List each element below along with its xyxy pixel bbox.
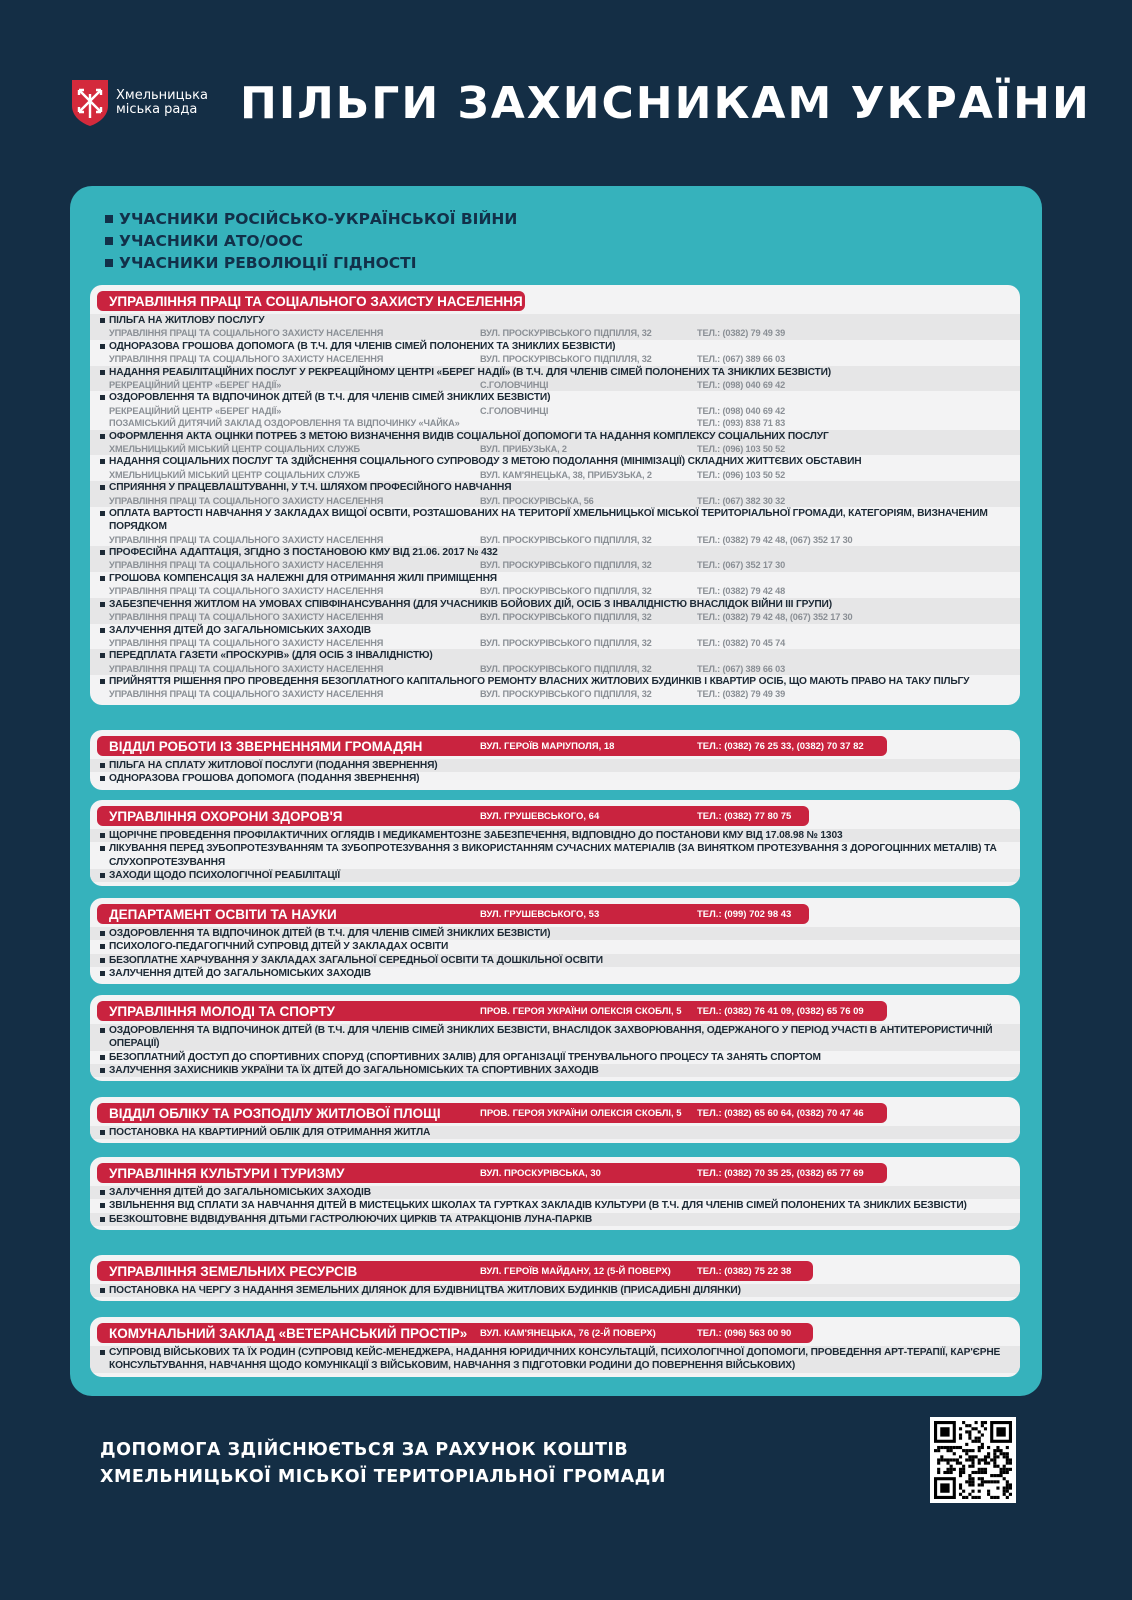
contact-phone: ТЕЛ.: (096) 103 50 52	[697, 469, 786, 480]
benefit-text: НАДАННЯ РЕАБІЛІТАЦІЙНИХ ПОСЛУГ У РЕКРЕАЦІЙНОМУ ЦЕНТРІ «БЕРЕГ НАДІЇ» (В Т.Ч. ДЛЯ ЧЛЕНІВ СІМЕЙ ПОЛОНЕНИХ ТА ЗНИКЛИХ БЕЗВІСТИ)	[109, 366, 832, 378]
contact-phone: ТЕЛ.: (067) 389 66 03	[697, 354, 786, 365]
bullet-icon	[100, 434, 105, 439]
contact-org: УПРАВЛІННЯ ПРАЦІ ТА СОЦІАЛЬНОГО ЗАХИСТУ НАСЕЛЕННЯ	[109, 612, 384, 623]
contact-phone: ТЕЛ.: (096) 103 50 52	[697, 443, 786, 454]
section-address: ВУЛ. ГРУШЕВСЬКОГО, 53	[480, 908, 600, 920]
bullet-icon	[100, 318, 105, 323]
page-title: ПІЛЬГИ ЗАХИСНИКАМ УКРАЇНИ	[240, 78, 1091, 129]
section-title: ВІДДІЛ РОБОТИ ІЗ ЗВЕРНЕННЯМИ ГРОМАДЯН	[109, 738, 423, 754]
contact-org: УПРАВЛІННЯ ПРАЦІ ТА СОЦІАЛЬНОГО ЗАХИСТУ НАСЕЛЕННЯ	[109, 637, 384, 648]
section-card	[90, 730, 1020, 790]
section-title: УПРАВЛІННЯ МОЛОДІ ТА СПОРТУ	[109, 1003, 335, 1019]
benefit-text: ОЗДОРОВЛЕННЯ ТА ВІДПОЧИНОК ДІТЕЙ (В Т.Ч. ДЛЯ ЧЛЕНІВ СІМЕЙ ЗНИКЛИХ БЕЗВІСТИ)	[109, 928, 551, 939]
section-phone: ТЕЛ.: (0382) 76 41 09, (0382) 65 76 09	[697, 1005, 864, 1017]
benefit-item	[90, 624, 1020, 650]
bullet-icon	[100, 653, 105, 658]
benefit-list	[90, 1284, 1020, 1297]
benefit-item	[90, 546, 1020, 572]
benefit-row	[100, 366, 1020, 379]
benefit-item	[90, 1199, 1020, 1212]
benefit-list	[90, 314, 1020, 701]
benefit-row	[100, 598, 1020, 611]
contact-org: РЕКРЕАЦІЙНИЙ ЦЕНТР «БЕРЕГ НАДІЇ»	[109, 405, 282, 416]
section-header	[97, 904, 809, 924]
benefit-row	[100, 649, 1020, 662]
section-phone: ТЕЛ.: (096) 563 00 90	[697, 1327, 792, 1339]
benefit-list	[90, 759, 1020, 786]
section-card	[90, 1317, 1020, 1377]
benefit-contact	[100, 611, 1020, 624]
category-list	[105, 208, 517, 274]
benefit-text: ЗАЛУЧЕННЯ ДІТЕЙ ДО ЗАГАЛЬНОМІСЬКИХ ЗАХОДІВ	[109, 967, 371, 979]
benefit-contact	[100, 637, 1020, 650]
logo-line-1: Хмельницька	[116, 88, 208, 103]
benefit-row	[100, 1186, 1020, 1199]
section-phone: ТЕЛ.: (099) 702 98 43	[697, 908, 792, 920]
benefit-row	[100, 314, 1020, 327]
section-title: УПРАВЛІННЯ ОХОРОНИ ЗДОРОВ'Я	[109, 808, 343, 824]
contact-phone: ТЕЛ.: (098) 040 69 42	[697, 405, 786, 416]
benefit-item	[90, 927, 1020, 940]
benefit-row	[100, 455, 1020, 468]
benefit-text: ОПЛАТА ВАРТОСТІ НАВЧАННЯ У ЗАКЛАДАХ ВИЩОЇ ОСВІТИ, РОЗТАШОВАНИХ НА ТЕРИТОРІЇ ХМЕЛЬНИЦЬКОЇ МІСЬКОЇ ТЕРИТОРІАЛЬНОЇ ГРОМАДИ, КАТЕГОРІЯМ, ВИЗНАЧЕНИМ ПОРЯДКОМ	[109, 508, 988, 533]
funding-note	[100, 1437, 666, 1491]
benefit-text: ПІЛЬГА НА СПЛАТУ ЖИТЛОВОЇ ПОСЛУГИ (ПОДАННЯ ЗВЕРНЕННЯ)	[109, 760, 438, 771]
benefit-text: ЗАЛУЧЕННЯ ДІТЕЙ ДО ЗАГАЛЬНОМІСЬКИХ ЗАХОДІВ	[109, 624, 371, 636]
section-card	[90, 1157, 1020, 1230]
benefit-row	[100, 572, 1020, 585]
bullet-icon	[100, 958, 105, 963]
benefit-row	[100, 829, 1020, 842]
contact-org: УПРАВЛІННЯ ПРАЦІ ТА СОЦІАЛЬНОГО ЗАХИСТУ НАСЕЛЕННЯ	[109, 534, 384, 545]
section-card	[90, 898, 1020, 984]
benefit-text: ПРИЙНЯТТЯ РІШЕННЯ ПРО ПРОВЕДЕННЯ БЕЗОПЛАТНОГО КАПІТАЛЬНОГО РЕМОНТУ ВЛАСНИХ ЖИТЛОВИХ БУДИНКІВ І КВАРТИР ОСІБ, ЩО МАЮТЬ ПРАВО НА ТАКУ ПІЛЬГУ	[109, 676, 970, 688]
coat-of-arms-icon	[70, 78, 110, 128]
benefit-row	[100, 759, 1020, 772]
section-header	[97, 1001, 887, 1021]
benefit-item	[90, 954, 1020, 967]
benefit-contact	[100, 405, 1020, 418]
benefit-item	[90, 1284, 1020, 1297]
benefit-text: ПРОФЕСІЙНА АДАПТАЦІЯ, ЗГІДНО З ПОСТАНОВОЮ КМУ ВІД 21.06. 2017 № 432	[109, 547, 498, 559]
contact-org: УПРАВЛІННЯ ПРАЦІ ТА СОЦІАЛЬНОГО ЗАХИСТУ НАСЕЛЕННЯ	[109, 560, 384, 571]
benefit-row	[100, 842, 1020, 869]
contact-org: УПРАВЛІННЯ ПРАЦІ ТА СОЦІАЛЬНОГО ЗАХИСТУ НАСЕЛЕННЯ	[109, 354, 384, 365]
benefit-contact	[100, 585, 1020, 598]
benefit-row	[100, 1024, 1020, 1051]
section-title: УПРАВЛІННЯ ЗЕМЕЛЬНИХ РЕСУРСІВ	[109, 1263, 358, 1279]
benefit-row	[100, 340, 1020, 353]
benefit-item	[90, 366, 1020, 392]
bullet-icon	[100, 1203, 105, 1208]
benefit-contact	[100, 495, 1020, 508]
benefit-text: ОФОРМЛЕННЯ АКТА ОЦІНКИ ПОТРЕБ З МЕТОЮ ВИЗНАЧЕННЯ ВИДІВ СОЦІАЛЬНОЇ ДОПОМОГИ ТА НАДАННЯ КОМПЛЕКСУ СОЦІАЛЬНИХ ПОСЛУГ	[109, 430, 829, 442]
section-address: ВУЛ. ГЕРОЇВ МАРІУПОЛЯ, 18	[480, 740, 615, 752]
bullet-icon	[100, 931, 105, 936]
contact-org: УПРАВЛІННЯ ПРАЦІ ТА СОЦІАЛЬНОГО ЗАХИСТУ НАСЕЛЕННЯ	[109, 328, 384, 339]
contact-phone: ТЕЛ.: (0382) 79 49 39	[697, 689, 786, 700]
benefit-text: ОЗДОРОВЛЕННЯ ТА ВІДПОЧИНОК ДІТЕЙ (В Т.Ч. ДЛЯ ЧЛЕНІВ СІМЕЙ ЗНИКЛИХ БЕЗВІСТИ, ВНАСЛІДОК ЗАХВОРЮВАННЯ, ОДЕРЖАНОГО У ПЕРІОД УЧАСТІ В АНТИТЕРОРИСТИЧНІЙ ОПЕРАЦІЇ)	[109, 1025, 993, 1050]
benefit-row	[100, 1284, 1020, 1297]
benefit-row	[100, 1213, 1020, 1226]
benefit-text: СУПРОВІД ВІЙСЬКОВИХ ТА ЇХ РОДИН (СУПРОВІД КЕЙС-МЕНЕДЖЕРА, НАДАННЯ ЮРИДИЧНИХ КОНСУЛЬТАЦІЙ, ПСИХОЛОГІЧНОЇ ДОПОМОГИ, ПРОВЕДЕННЯ АРТ-ТЕРАПІЇ, КАР'ЄРНЕ КОНСУЛЬТУВАННЯ, НАВЧАННЯ ЩОДО КОМУНІКАЦІЇ З ВІЙСЬКОВИМ, НАВЧАННЯ З ПІДГОТОВКИ РОДИНИ ДО ПОВЕРНЕННЯ ВІЙСЬКОВИХ)	[109, 1347, 1001, 1372]
benefit-row	[100, 507, 1020, 534]
benefit-contact	[100, 443, 1020, 456]
section-phone: ТЕЛ.: (0382) 75 22 38	[697, 1265, 792, 1277]
qr-code-icon	[934, 1421, 1012, 1499]
benefit-item	[90, 829, 1020, 842]
bullet-icon	[100, 1350, 105, 1355]
benefit-contact	[100, 353, 1020, 366]
contact-address: ВУЛ. ПРОСКУРІВСЬКОГО ПІДПІЛЛЯ, 32	[480, 689, 652, 700]
section-address: ПРОВ. ГЕРОЯ УКРАЇНИ ОЛЕКСІЯ СКОБЛІ, 5	[480, 1107, 682, 1119]
section-header	[97, 736, 887, 756]
section-header	[97, 1261, 813, 1281]
benefit-item	[90, 430, 1020, 456]
bullet-icon	[100, 846, 105, 851]
contact-phone: ТЕЛ.: (0382) 79 42 48	[697, 586, 786, 597]
benefit-item	[90, 869, 1020, 882]
bullet-icon	[100, 873, 105, 878]
contact-org: РЕКРЕАЦІЙНИЙ ЦЕНТР «БЕРЕГ НАДІЇ»	[109, 379, 282, 390]
benefit-list	[90, 829, 1020, 882]
benefit-contact	[100, 327, 1020, 340]
benefit-row	[100, 481, 1020, 494]
benefit-list	[90, 1186, 1020, 1226]
contact-phone: ТЕЛ.: (067) 382 30 32	[697, 495, 786, 506]
benefit-text: ЩОРІЧНЕ ПРОВЕДЕННЯ ПРОФІЛАКТИЧНИХ ОГЛЯДІВ І МЕДИКАМЕНТОЗНЕ ЗАБЕЗПЕЧЕННЯ, ВІДПОВІДНО ДО ПОСТАНОВИ КМУ ВІД 17.08.98 № 1303	[109, 830, 843, 841]
bullet-icon	[105, 215, 113, 223]
benefit-text: ГРОШОВА КОМПЕНСАЦІЯ ЗА НАЛЕЖНІ ДЛЯ ОТРИМАННЯ ЖИЛІ ПРИМІЩЕННЯ	[109, 572, 497, 584]
benefit-contact	[100, 534, 1020, 547]
section-card	[90, 995, 1020, 1081]
contact-address: С.ГОЛОВЧИНЦІ	[480, 379, 549, 390]
city-council-logo	[70, 78, 208, 128]
benefit-row	[100, 624, 1020, 637]
contact-org: УПРАВЛІННЯ ПРАЦІ ТА СОЦІАЛЬНОГО ЗАХИСТУ НАСЕЛЕННЯ	[109, 495, 384, 506]
contact-address: ВУЛ. КАМ'ЯНЕЦЬКА, 38, ПРИБУЗЬКА, 2	[480, 469, 652, 480]
contact-address: ВУЛ. ПРИБУЗЬКА, 2	[480, 443, 567, 454]
contact-phone: ТЕЛ.: (067) 389 66 03	[697, 663, 786, 674]
section-address: ВУЛ. ПРОСКУРІВСЬКА, 30	[480, 1167, 601, 1179]
bullet-icon	[100, 971, 105, 976]
benefit-text: ПЕРЕДПЛАТА ГАЗЕТИ «ПРОСКУРІВ» (ДЛЯ ОСІБ З ІНВАЛІДНІСТЮ)	[109, 650, 433, 662]
benefit-row	[100, 954, 1020, 967]
benefit-list	[90, 1024, 1020, 1077]
bullet-icon	[100, 344, 105, 349]
bullet-icon	[100, 1055, 105, 1060]
benefit-text: ЗАБЕЗПЕЧЕННЯ ЖИТЛОМ НА УМОВАХ СПІВФІНАНСУВАННЯ (ДЛЯ УЧАСНИКІВ БОЙОВИХ ДІЙ, ОСІБ З ІНВАЛІДНІСТЮ ВНАСЛІДОК ВІЙНИ ІІІ ГРУПИ)	[109, 598, 832, 610]
section-phone: ТЕЛ.: (0382) 77 80 75	[697, 810, 792, 822]
benefit-text: БЕЗКОШТОВНЕ ВІДВІДУВАННЯ ДІТЬМИ ГАСТРОЛЮЮЧИХ ЦИРКІВ ТА АТРАКЦІОНІВ ЛУНА-ПАРКІВ	[109, 1213, 593, 1225]
contact-address: ВУЛ. ПРОСКУРІВСЬКОГО ПІДПІЛЛЯ, 32	[480, 586, 652, 597]
benefit-text: БЕЗОПЛАТНИЙ ДОСТУП ДО СПОРТИВНИХ СПОРУД (СПОРТИВНИХ ЗАЛІВ) ДЛЯ ОРГАНІЗАЦІЇ ТРЕНУВАЛЬНОГО ПРОЦЕСУ ТА ЗАНЯТЬ СПОРТОМ	[109, 1051, 821, 1063]
benefit-item	[90, 455, 1020, 481]
benefit-row	[100, 546, 1020, 559]
contact-address: ВУЛ. ПРОСКУРІВСЬКОГО ПІДПІЛЛЯ, 32	[480, 663, 652, 674]
benefit-item	[90, 1346, 1020, 1373]
benefit-item	[90, 314, 1020, 340]
benefit-text: НАДАННЯ СОЦІАЛЬНИХ ПОСЛУГ ТА ЗДІЙСНЕННЯ СОЦІАЛЬНОГО СУПРОВОДУ З МЕТОЮ ПОДОЛАННЯ (МІНІМІЗАЦІЇ) СКЛАДНИХ ЖИТТЄВИХ ОБСТАВИН	[109, 456, 862, 468]
benefit-contact	[100, 417, 1020, 430]
benefit-contact	[100, 379, 1020, 392]
benefit-text: ЗАЛУЧЕННЯ ДІТЕЙ ДО ЗАГАЛЬНОМІСЬКИХ ЗАХОДІВ	[109, 1187, 371, 1198]
contact-org: УПРАВЛІННЯ ПРАЦІ ТА СОЦІАЛЬНОГО ЗАХИСТУ НАСЕЛЕННЯ	[109, 663, 384, 674]
contact-address: ВУЛ. ПРОСКУРІВСЬКОГО ПІДПІЛЛЯ, 32	[480, 328, 652, 339]
benefit-row	[100, 940, 1020, 953]
benefit-text: ПІЛЬГА НА ЖИТЛОВУ ПОСЛУГУ	[109, 315, 265, 326]
contact-phone: ТЕЛ.: (0382) 79 42 48, (067) 352 17 30	[697, 534, 853, 545]
benefit-item	[90, 675, 1020, 701]
section-card	[90, 285, 1020, 705]
benefit-item	[90, 759, 1020, 772]
logo-line-2: міська рада	[116, 102, 198, 117]
benefit-item	[90, 1051, 1020, 1064]
funding-note-line-2: ХМЕЛЬНИЦЬКОЇ МІСЬКОЇ ТЕРИТОРІАЛЬНОЇ ГРОМАДИ	[100, 1467, 666, 1487]
bullet-icon	[100, 763, 105, 768]
section-title: ДЕПАРТАМЕНТ ОСВІТИ ТА НАУКИ	[109, 906, 337, 922]
section-card	[90, 1255, 1020, 1301]
category-label: УЧАСНИКИ АТО/ООС	[119, 232, 303, 250]
section-phone: ТЕЛ.: (0382) 65 60 64, (0382) 70 47 46	[697, 1107, 864, 1119]
benefit-row	[100, 1064, 1020, 1077]
section-address: ВУЛ. ГРУШЕВСЬКОГО, 64	[480, 810, 600, 822]
benefit-contact	[100, 469, 1020, 482]
section-address: ВУЛ. ГЕРОЇВ МАЙДАНУ, 12 (5-Й ПОВЕРХ)	[480, 1265, 671, 1277]
bullet-icon	[100, 602, 105, 607]
bullet-icon	[100, 485, 105, 490]
bullet-icon	[100, 576, 105, 581]
funding-note-line-1: ДОПОМОГА ЗДІЙСНЮЄТЬСЯ ЗА РАХУНОК КОШТІВ	[100, 1440, 629, 1460]
benefit-text: БЕЗОПЛАТНЕ ХАРЧУВАННЯ У ЗАКЛАДАХ ЗАГАЛЬНОЇ СЕРЕДНЬОЇ ОСВІТИ ТА ДОШКІЛЬНОЇ ОСВІТИ	[109, 954, 603, 966]
benefit-item	[90, 842, 1020, 869]
benefit-item	[90, 649, 1020, 675]
benefit-item	[90, 1126, 1020, 1139]
benefit-list	[90, 1126, 1020, 1139]
benefit-row	[100, 1346, 1020, 1373]
contact-address	[480, 417, 697, 430]
contact-address: ВУЛ. ПРОСКУРІВСЬКОГО ПІДПІЛЛЯ, 32	[480, 534, 652, 545]
contact-address: ВУЛ. ПРОСКУРІВСЬКОГО ПІДПІЛЛЯ, 32	[480, 612, 652, 623]
bullet-icon	[105, 237, 113, 245]
benefit-item	[90, 967, 1020, 980]
section-title: УПРАВЛІННЯ ПРАЦІ ТА СОЦІАЛЬНОГО ЗАХИСТУ НАСЕЛЕННЯ	[109, 293, 523, 309]
benefit-row	[100, 1051, 1020, 1064]
contact-phone: ТЕЛ.: (0382) 70 45 74	[697, 637, 786, 648]
benefit-text: ОДНОРАЗОВА ГРОШОВА ДОПОМОГА (В Т.Ч. ДЛЯ ЧЛЕНІВ СІМЕЙ ПОЛОНЕНИХ ТА ЗНИКЛИХ БЕЗВІСТИ)	[109, 340, 616, 352]
benefit-item	[90, 940, 1020, 953]
contact-phone: ТЕЛ.: (067) 352 17 30	[697, 560, 786, 571]
benefit-text: ОДНОРАЗОВА ГРОШОВА ДОПОМОГА (ПОДАННЯ ЗВЕРНЕННЯ)	[109, 773, 420, 785]
bullet-icon	[100, 459, 105, 464]
benefit-text: ЗАХОДИ ЩОДО ПСИХОЛОГІЧНОЇ РЕАБІЛІТАЦІЇ	[109, 869, 341, 881]
bullet-icon	[100, 550, 105, 555]
bullet-icon	[100, 944, 105, 949]
contact-phone: ТЕЛ.: (0382) 79 42 48, (067) 352 17 30	[697, 612, 853, 623]
category-label: УЧАСНИКИ РОСІЙСЬКО-УКРАЇНСЬКОЇ ВІЙНИ	[119, 210, 518, 228]
section-phone: ТЕЛ.: (0382) 70 35 25, (0382) 65 77 69	[697, 1167, 864, 1179]
benefit-text: ЗВІЛЬНЕННЯ ВІД СПЛАТИ ЗА НАВЧАННЯ ДІТЕЙ В МИСТЕЦЬКИХ ШКОЛАХ ТА ГУРТКАХ ЗАКЛАДІВ КУЛЬТУРИ (В Т.Ч. ДЛЯ ЧЛЕНІВ СІМЕЙ ПОЛОНЕНИХ ТА ЗНИКЛИХ БЕЗВІСТИ)	[109, 1200, 967, 1212]
benefit-row	[100, 1199, 1020, 1212]
contact-org: УПРАВЛІННЯ ПРАЦІ ТА СОЦІАЛЬНОГО ЗАХИСТУ НАСЕЛЕННЯ	[109, 689, 384, 700]
section-header	[97, 1163, 887, 1183]
benefit-text: СПРИЯННЯ У ПРАЦЕВЛАШТУВАННІ, У Т.Ч. ШЛЯХОМ ПРОФЕСІЙНОГО НАВЧАННЯ	[109, 482, 512, 494]
bullet-icon	[100, 628, 105, 633]
benefit-item	[90, 340, 1020, 366]
section-title: УПРАВЛІННЯ КУЛЬТУРИ І ТУРИЗМУ	[109, 1165, 345, 1181]
benefit-row	[100, 391, 1020, 404]
category-item	[105, 252, 517, 274]
section-header	[97, 806, 809, 826]
benefit-text: ПОСТАНОВКА НА ЧЕРГУ З НАДАННЯ ЗЕМЕЛЬНИХ ДІЛЯНОК ДЛЯ БУДІВНИЦТВА ЖИТЛОВИХ БУДИНКІВ (ПРИСАДИБНІ ДІЛЯНКИ)	[109, 1285, 741, 1296]
section-header	[97, 1103, 887, 1123]
benefit-item	[90, 1024, 1020, 1051]
category-label: УЧАСНИКИ РЕВОЛЮЦІЇ ГІДНОСТІ	[119, 254, 417, 272]
benefit-list	[90, 927, 1020, 980]
category-item	[105, 230, 517, 252]
section-phone: ТЕЛ.: (0382) 76 25 33, (0382) 70 37 82	[697, 740, 864, 752]
benefit-text: ЗАЛУЧЕННЯ ЗАХИСНИКІВ УКРАЇНИ ТА ЇХ ДІТЕЙ ДО ЗАГАЛЬНОМІСЬКИХ ТА СПОРТИВНИХ ЗАХОДІВ	[109, 1064, 599, 1076]
section-header	[97, 291, 525, 311]
section-title: КОМУНАЛЬНИЙ ЗАКЛАД «ВЕТЕРАНСЬКИЙ ПРОСТІР»	[109, 1325, 468, 1341]
benefit-item	[90, 1213, 1020, 1226]
section-address: ПРОВ. ГЕРОЯ УКРАЇНИ ОЛЕКСІЯ СКОБЛІ, 5	[480, 1005, 682, 1017]
benefit-row	[100, 869, 1020, 882]
contact-org: ХМЕЛЬНИЦЬКИЙ МІСЬКИЙ ЦЕНТР СОЦІАЛЬНИХ СЛУЖБ	[109, 469, 361, 480]
contact-phone: ТЕЛ.: (093) 838 71 83	[697, 418, 786, 429]
contact-address: ВУЛ. ПРОСКУРІВСЬКОГО ПІДПІЛЛЯ, 32	[480, 637, 652, 648]
bullet-icon	[100, 776, 105, 781]
benefit-item	[90, 598, 1020, 624]
section-address: ВУЛ. КАМ'ЯНЕЦЬКА, 76 (2-Й ПОВЕРХ)	[480, 1327, 656, 1339]
bullet-icon	[100, 1068, 105, 1073]
benefit-row	[100, 927, 1020, 940]
section-card	[90, 800, 1020, 886]
section-title: ВІДДІЛ ОБЛІКУ ТА РОЗПОДІЛУ ЖИТЛОВОЇ ПЛОЩІ	[109, 1105, 441, 1121]
bullet-icon	[100, 833, 105, 838]
contact-address: ВУЛ. ПРОСКУРІВСЬКА, 56	[480, 495, 594, 506]
bullet-icon	[100, 679, 105, 684]
benefit-item	[90, 391, 1020, 429]
bullet-icon	[100, 511, 105, 516]
benefit-item	[90, 481, 1020, 507]
contact-address: ВУЛ. ПРОСКУРІВСЬКОГО ПІДПІЛЛЯ, 32	[480, 354, 652, 365]
benefit-item	[90, 1064, 1020, 1077]
benefit-contact	[100, 663, 1020, 676]
category-item	[105, 208, 517, 230]
qr-code[interactable]	[930, 1417, 1016, 1503]
bullet-icon	[100, 1288, 105, 1293]
section-card	[90, 1097, 1020, 1143]
benefit-row	[100, 430, 1020, 443]
benefit-row	[100, 772, 1020, 785]
contact-address: С.ГОЛОВЧИНЦІ	[480, 405, 549, 416]
benefit-item	[90, 507, 1020, 546]
contact-org: ХМЕЛЬНИЦЬКИЙ МІСЬКИЙ ЦЕНТР СОЦІАЛЬНИХ СЛУЖБ	[109, 443, 361, 454]
contact-phone: ТЕЛ.: (0382) 79 49 39	[697, 328, 786, 339]
benefit-row	[100, 1126, 1020, 1139]
section-header	[97, 1323, 813, 1343]
benefit-contact	[100, 559, 1020, 572]
benefit-list	[90, 1346, 1020, 1373]
bullet-icon	[100, 395, 105, 400]
contact-phone: ТЕЛ.: (098) 040 69 42	[697, 379, 786, 390]
bullet-icon	[105, 259, 113, 267]
benefit-row	[100, 675, 1020, 688]
benefit-text: ПОСТАНОВКА НА КВАРТИРНИЙ ОБЛІК ДЛЯ ОТРИМАННЯ ЖИТЛА	[109, 1127, 431, 1138]
bullet-icon	[100, 1217, 105, 1222]
contact-address: ВУЛ. ПРОСКУРІВСЬКОГО ПІДПІЛЛЯ, 32	[480, 560, 652, 571]
bullet-icon	[100, 1190, 105, 1195]
benefit-text: ПСИХОЛОГО-ПЕДАГОГІЧНИЙ СУПРОВІД ДІТЕЙ У ЗАКЛАДАХ ОСВІТИ	[109, 941, 449, 953]
contact-org: ПОЗАМІСЬКИЙ ДИТЯЧИЙ ЗАКЛАД ОЗДОРОВЛЕННЯ ТА ВІДПОЧИНКУ «ЧАЙКА»	[109, 418, 460, 429]
bullet-icon	[100, 1130, 105, 1135]
benefit-text: ЛІКУВАННЯ ПЕРЕД ЗУБОПРОТЕЗУВАННЯМ ТА ЗУБОПРОТЕЗУВАННЯ З ВИКОРИСТАННЯМ СУЧАСНИХ МАТЕРІАЛІВ (ЗА ВИНЯТКОМ ПРОТЕЗУВАННЯ З ДОРОГОЦІННИХ МЕТАЛІВ) ТА СЛУХОПРОТЕЗУВАННЯ	[109, 843, 997, 868]
benefit-row	[100, 967, 1020, 980]
benefit-text: ОЗДОРОВЛЕННЯ ТА ВІДПОЧИНОК ДІТЕЙ (В Т.Ч. ДЛЯ ЧЛЕНІВ СІМЕЙ ЗНИКЛИХ БЕЗВІСТИ)	[109, 392, 551, 404]
benefit-item	[90, 572, 1020, 598]
benefit-item	[90, 772, 1020, 785]
contact-org: УПРАВЛІННЯ ПРАЦІ ТА СОЦІАЛЬНОГО ЗАХИСТУ НАСЕЛЕННЯ	[109, 586, 384, 597]
benefit-item	[90, 1186, 1020, 1199]
bullet-icon	[100, 1028, 105, 1033]
bullet-icon	[100, 370, 105, 375]
benefit-contact	[100, 688, 1020, 701]
